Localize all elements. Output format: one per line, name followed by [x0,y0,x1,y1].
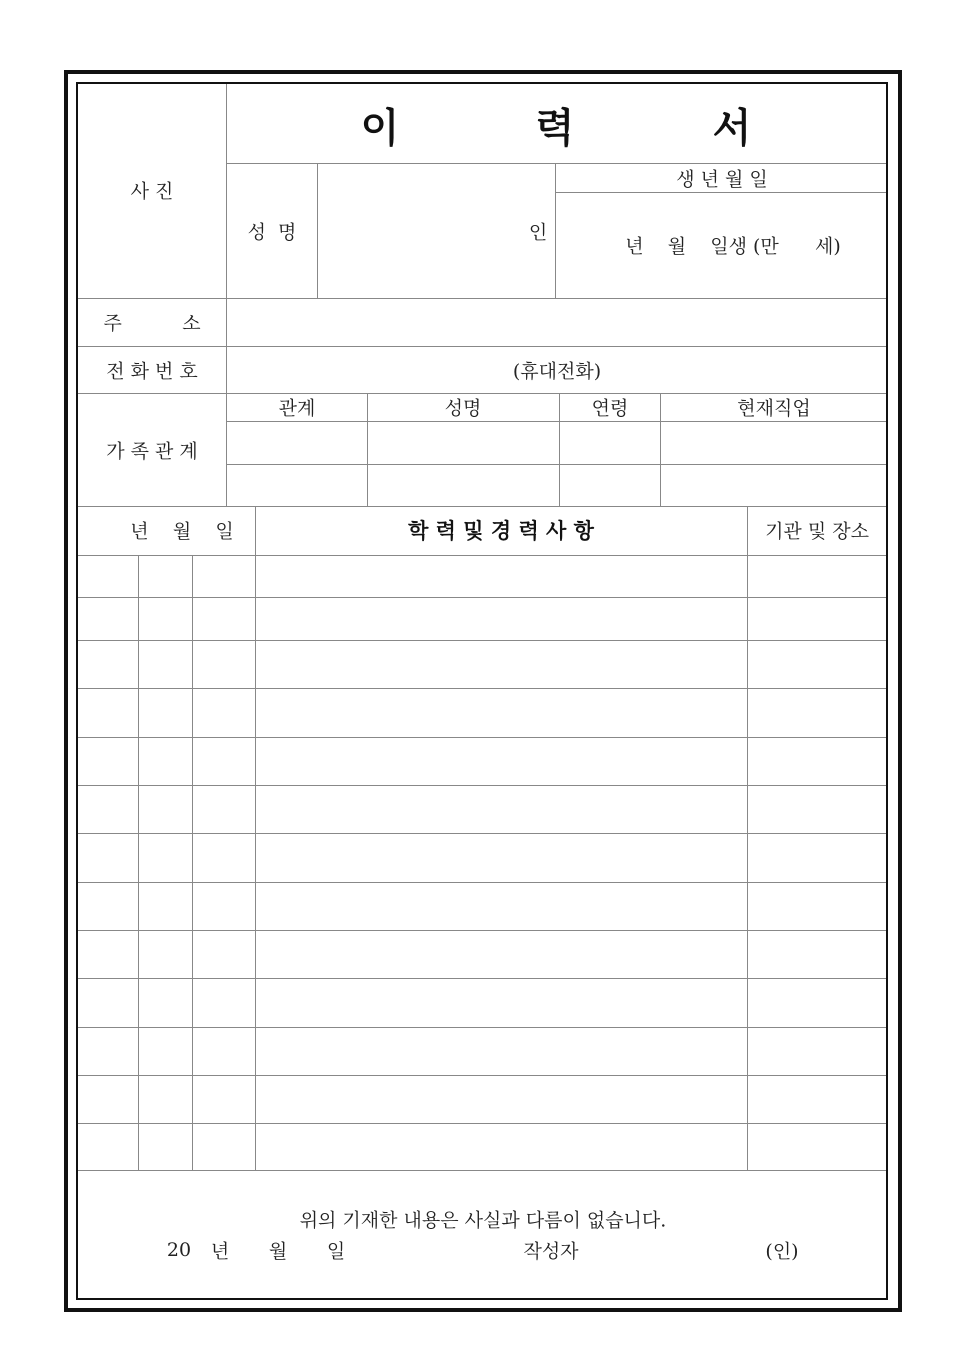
grid-line [78,1027,886,1028]
footer-year: 20 [166,1239,192,1261]
career-date-header: 년 월 일 [130,520,234,543]
career-title: 학 력 및 경 력 사 항 [408,519,594,543]
title-char-1: 이 [360,105,400,152]
grid-line [78,1170,886,1171]
career-place-header: 기관 및 장소 [765,520,869,543]
grid-line [78,506,886,507]
grid-line [78,597,886,598]
family-header-relation: 관계 [278,397,316,420]
address-field[interactable] [227,299,887,346]
family-header-name: 성명 [444,397,482,420]
grid-line [660,393,661,506]
grid-line [367,393,368,506]
grid-line [78,785,886,786]
grid-line [555,192,886,193]
grid-line [255,506,256,1170]
birthdate-field[interactable]: 년 월 일생 (만 세) [625,235,841,258]
footer-year-unit: 년 [210,1240,230,1263]
grid-line [226,464,886,465]
grid-line [226,84,227,506]
grid-line [555,163,556,298]
grid-line [78,555,886,556]
grid-line [138,555,139,1170]
address-label: 주 소 [103,312,201,335]
grid-line [192,555,193,1170]
grid-line [78,1123,886,1124]
footer-month: 월 [268,1240,288,1263]
grid-line [78,833,886,834]
grid-line [747,506,748,1170]
family-header-job: 현재직업 [737,397,811,420]
grid-line [78,882,886,883]
grid-line [559,393,560,506]
name-label: 성 명 [247,221,297,244]
grid-line [226,421,886,422]
title-char-3: 서 [712,105,752,152]
grid-line [78,978,886,979]
footer-day: 일 [326,1240,346,1263]
footer-seal: (인) [765,1240,799,1263]
name-field[interactable] [318,164,555,298]
grid-line [78,737,886,738]
seal-mark: 인 [528,221,548,244]
title-char-2: 력 [535,105,575,152]
photo-label: 사 진 [130,180,174,203]
family-label: 가 족 관 계 [106,440,198,463]
phone-field[interactable]: (휴대전화) [512,360,602,383]
grid-line [78,346,886,347]
birthdate-label: 생 년 월 일 [676,168,768,191]
footer-statement: 위의 기재한 내용은 사실과 다름이 없습니다. [299,1209,667,1232]
family-header-age: 연령 [591,397,629,420]
grid-line [78,930,886,931]
phone-label: 전 화 번 호 [106,360,198,383]
footer-writer-label: 작성자 [523,1240,579,1263]
grid-line [78,640,886,641]
grid-line [78,688,886,689]
grid-line [78,1075,886,1076]
